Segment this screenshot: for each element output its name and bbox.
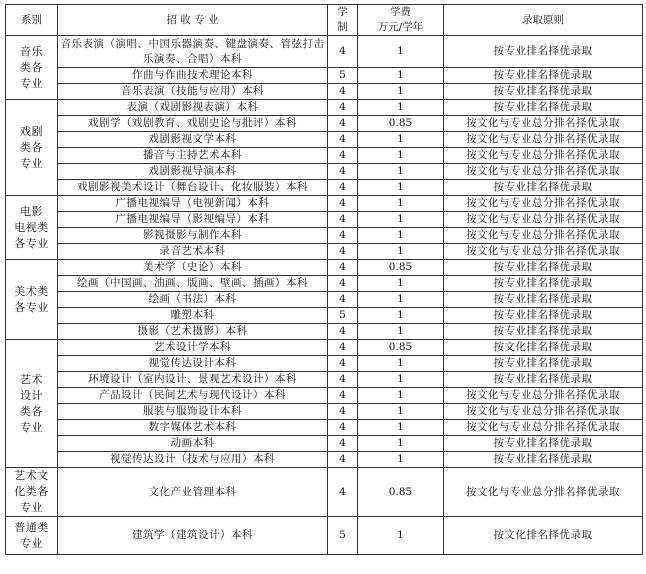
rule-cell: 按文化与专业总分排名择优录取 (444, 468, 643, 517)
table-row (6, 452, 643, 468)
table-row (6, 148, 643, 164)
years-cell: 4 (328, 452, 358, 468)
rule-cell: 按文化与专业总分排名择优录取 (444, 404, 643, 420)
header-fee: 学费 万元/学年 (358, 5, 444, 36)
table-row (6, 212, 643, 228)
table-row (6, 36, 643, 68)
years-cell: 4 (328, 212, 358, 228)
table-body (6, 36, 643, 555)
rule-cell: 按文化与专业总分排名择优录取 (444, 148, 643, 164)
years-cell: 4 (328, 324, 358, 340)
table-row (6, 372, 643, 388)
years-cell: 4 (328, 164, 358, 180)
years-cell: 4 (328, 180, 358, 196)
rule-cell: 按文化与专业总分排名择优录取 (444, 228, 643, 244)
major-cell: 广播电视编导（电视新闻）本科 (58, 196, 328, 212)
fee-cell: 1 (358, 36, 444, 68)
fee-cell: 1 (358, 196, 444, 212)
major-cell: 戏剧学（戏剧教育、戏剧史论与批评）本科 (58, 116, 328, 132)
header-category: 系别 (6, 5, 58, 36)
years-cell: 4 (328, 468, 358, 517)
years-cell: 4 (328, 84, 358, 100)
rule-cell: 按专业排名择优录取 (444, 36, 643, 68)
table-row (6, 100, 643, 116)
major-cell: 广播电视编导（影视编导）本科 (58, 212, 328, 228)
table-row (6, 340, 643, 356)
years-cell: 4 (328, 228, 358, 244)
table-row (6, 388, 643, 404)
fee-cell: 0.85 (358, 260, 444, 276)
fee-cell: 1 (358, 308, 444, 324)
fee-cell: 1 (358, 292, 444, 308)
table-row (6, 292, 643, 308)
rule-cell: 按专业排名择优录取 (444, 292, 643, 308)
major-cell: 戏剧影视文学本科 (58, 132, 328, 148)
table-row (6, 276, 643, 292)
rule-cell: 按专业排名择优录取 (444, 260, 643, 276)
header-years: 学 制 (328, 5, 358, 36)
major-cell: 数字媒体艺术本科 (58, 420, 328, 436)
years-cell: 4 (328, 196, 358, 212)
fee-cell: 1 (358, 68, 444, 84)
fee-cell: 1 (358, 164, 444, 180)
major-cell: 录音艺术本科 (58, 244, 328, 260)
category-cell: 电影 电视类 各专业 (6, 196, 58, 260)
rule-cell: 按文化与专业总分排名择优录取 (444, 116, 643, 132)
fee-cell: 1 (358, 388, 444, 404)
rule-cell: 按专业排名择优录取 (444, 372, 643, 388)
table-row (6, 196, 643, 212)
major-cell: 影视摄影与制作本科 (58, 228, 328, 244)
years-cell: 4 (328, 292, 358, 308)
rule-cell: 按文化与专业总分排名择优录取 (444, 212, 643, 228)
rule-cell: 按专业排名择优录取 (444, 356, 643, 372)
rule-cell: 按专业排名择优录取 (444, 276, 643, 292)
years-cell: 4 (328, 36, 358, 68)
table-row (6, 116, 643, 132)
major-cell: 戏剧影视美术设计（舞台设计、化妆服装）本科 (58, 180, 328, 196)
rule-cell: 按专业排名择优录取 (444, 180, 643, 196)
rule-cell: 按文化与专业总分排名择优录取 (444, 388, 643, 404)
major-cell: 播音与主持艺术本科 (58, 148, 328, 164)
rule-cell: 按专业排名择优录取 (444, 324, 643, 340)
years-cell: 5 (328, 517, 358, 555)
major-cell: 环境设计（室内设计、景观艺术设计）本科 (58, 372, 328, 388)
years-cell: 4 (328, 388, 358, 404)
category-cell: 音乐 类各 专业 (6, 36, 58, 100)
table-row (6, 84, 643, 100)
major-cell: 音乐表演（演唱、中国乐器演奏、键盘演奏、管弦打击乐演奏、合唱）本科 (58, 36, 328, 68)
table-row (6, 244, 643, 260)
table-row (6, 420, 643, 436)
table-row (6, 132, 643, 148)
category-cell: 戏剧 类各 专业 (6, 100, 58, 196)
years-cell: 4 (328, 132, 358, 148)
rule-cell: 按文化排名择优录取 (444, 517, 643, 555)
fee-cell: 1 (358, 244, 444, 260)
years-cell: 5 (328, 68, 358, 84)
table-row (6, 468, 643, 517)
fee-cell: 1 (358, 100, 444, 116)
years-cell: 4 (328, 244, 358, 260)
rule-cell: 按文化排名择优录取 (444, 340, 643, 356)
rule-cell: 按专业排名择优录取 (444, 452, 643, 468)
fee-cell: 1 (358, 180, 444, 196)
major-cell: 艺术设计学本科 (58, 340, 328, 356)
rule-cell: 按专业排名择优录取 (444, 308, 643, 324)
years-cell: 4 (328, 148, 358, 164)
table-row (6, 180, 643, 196)
years-cell: 4 (328, 116, 358, 132)
fee-cell: 1 (358, 276, 444, 292)
rule-cell: 按文化与专业总分排名择优录取 (444, 164, 643, 180)
table-row (6, 164, 643, 180)
major-cell: 视觉传达设计本科 (58, 356, 328, 372)
category-cell: 美术类 各专业 (6, 260, 58, 340)
major-cell: 表演（戏剧影视表演）本科 (58, 100, 328, 116)
table-row (6, 436, 643, 452)
major-cell: 建筑学（建筑设计）本科 (58, 517, 328, 555)
major-cell: 文化产业管理本科 (58, 468, 328, 517)
fee-cell: 1 (358, 324, 444, 340)
fee-cell: 1 (358, 132, 444, 148)
header-rule: 录取原则 (444, 5, 643, 36)
major-cell: 产品设计（民间艺术与现代设计）本科 (58, 388, 328, 404)
major-cell: 服装与服饰设计本科 (58, 404, 328, 420)
major-cell: 视觉传达设计（技术与应用）本科 (58, 452, 328, 468)
major-cell: 音乐表演（技能与应用）本科 (58, 84, 328, 100)
rule-cell: 按文化与专业总分排名择优录取 (444, 132, 643, 148)
admissions-table (5, 4, 643, 555)
years-cell: 4 (328, 100, 358, 116)
major-cell: 绘画（中国画、油画、版画、壁画、插画）本科 (58, 276, 328, 292)
fee-cell: 0.85 (358, 468, 444, 517)
fee-cell: 1 (358, 212, 444, 228)
fee-cell: 1 (358, 420, 444, 436)
header-row (6, 5, 643, 36)
category-cell: 艺术 设计 类各 专业 (6, 340, 58, 468)
years-cell: 4 (328, 356, 358, 372)
table-row (6, 404, 643, 420)
rule-cell: 按专业排名择优录取 (444, 84, 643, 100)
major-cell: 绘画（书法）本科 (58, 292, 328, 308)
fee-cell: 1 (358, 372, 444, 388)
major-cell: 戏剧影视导演本科 (58, 164, 328, 180)
table-row (6, 356, 643, 372)
rule-cell: 按文化与专业总分排名择优录取 (444, 196, 643, 212)
header-major: 招 收 专 业 (58, 5, 328, 36)
fee-cell: 1 (358, 356, 444, 372)
years-cell: 4 (328, 260, 358, 276)
fee-cell: 1 (358, 436, 444, 452)
fee-cell: 0.85 (358, 340, 444, 356)
years-cell: 4 (328, 276, 358, 292)
table-row (6, 228, 643, 244)
rule-cell: 按文化与专业总分排名择优录取 (444, 244, 643, 260)
major-cell: 美术学（史论）本科 (58, 260, 328, 276)
years-cell: 5 (328, 308, 358, 324)
fee-cell: 1 (358, 404, 444, 420)
table-row (6, 308, 643, 324)
fee-cell: 1 (358, 452, 444, 468)
rule-cell: 按专业排名择优录取 (444, 100, 643, 116)
table-row (6, 517, 643, 555)
category-cell: 普通类 专业 (6, 517, 58, 555)
table-row (6, 324, 643, 340)
fee-cell: 1 (358, 148, 444, 164)
fee-cell: 1 (358, 228, 444, 244)
major-cell: 动画本科 (58, 436, 328, 452)
category-cell: 艺术文 化类各 专业 (6, 468, 58, 517)
table-row (6, 68, 643, 84)
rule-cell: 按专业排名择优录取 (444, 436, 643, 452)
major-cell: 作曲与作曲技术理论本科 (58, 68, 328, 84)
years-cell: 4 (328, 372, 358, 388)
years-cell: 4 (328, 404, 358, 420)
table-row (6, 260, 643, 276)
years-cell: 4 (328, 436, 358, 452)
major-cell: 雕塑本科 (58, 308, 328, 324)
fee-cell: 1 (358, 84, 444, 100)
major-cell: 摄影（艺术摄影）本科 (58, 324, 328, 340)
rule-cell: 按专业排名择优录取 (444, 68, 643, 84)
years-cell: 4 (328, 340, 358, 356)
fee-cell: 0.85 (358, 116, 444, 132)
fee-cell: 1 (358, 517, 444, 555)
years-cell: 4 (328, 420, 358, 436)
rule-cell: 按文化与专业总分排名择优录取 (444, 420, 643, 436)
